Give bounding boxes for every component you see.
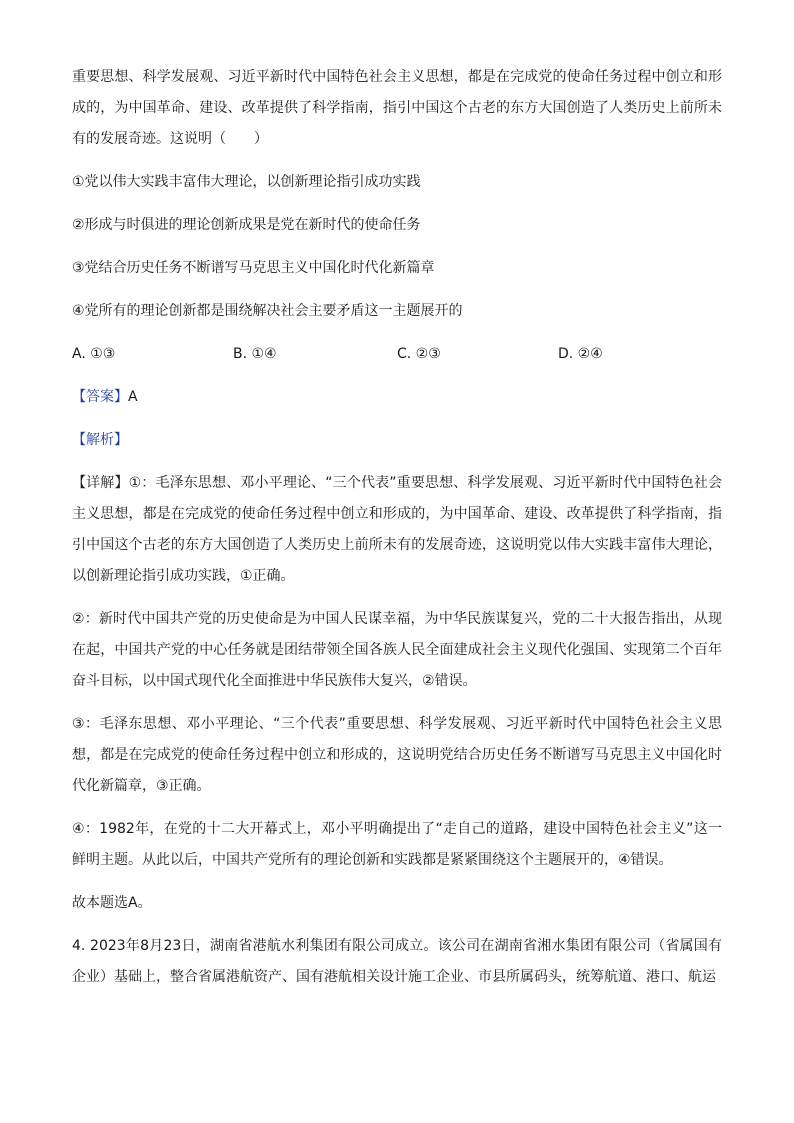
detail-paragraph-2: ②：新时代中国共产党的历史使命是为中国人民谋幸福，为中华民族谋复兴，党的二十大报告指出，从现在起，中国共产党的中心任务就是团结带领全国各族人民全面建成社会主义现代化强国、实现第二个百年奋斗目标，以中国式现代化全面推进中华民族伟大复兴，②错误。 (72, 611, 722, 689)
statement-4: ④党所有的理论创新都是围绕解决社会主要矛盾这一主题展开的 (72, 303, 463, 319)
spacer (72, 456, 722, 468)
question-stem: 重要思想、科学发展观、习近平新时代中国特色社会主义思想，都是在完成党的使命任务过程中创立和形成的，为中国革命、建设、改革提供了科学指南，指引中国这个古老的东方大国创造了人类历史上前所未有的发展奇迹。这说明（ ） (72, 69, 722, 147)
spacer (72, 241, 722, 253)
choice-c: C. ②③ (397, 346, 441, 362)
spacer (72, 592, 722, 604)
conclusion: 故本题选A。 (72, 895, 152, 911)
answer-value: A (128, 389, 138, 405)
spacer (72, 327, 722, 339)
answer-label: 【答案】 (72, 389, 128, 405)
spacer (72, 155, 722, 167)
spacer (72, 697, 722, 709)
spacer (72, 919, 722, 931)
spacer (72, 284, 722, 296)
choice-a: A. ①③ (72, 346, 116, 362)
document-page (72, 62, 722, 993)
spacer (72, 876, 722, 888)
spacer (72, 370, 722, 382)
answer-line (72, 382, 722, 413)
analysis-heading (72, 425, 722, 456)
statement-2: ②形成与时俱进的理论创新成果是党在新时代的使命任务 (72, 217, 421, 233)
choice-d: D. ②④ (558, 346, 603, 362)
answer-choices (72, 339, 722, 370)
details-label: 【详解】 (72, 475, 129, 491)
spacer (72, 413, 722, 425)
spacer (72, 802, 722, 814)
detail-paragraph-3: ③：毛泽东思想、邓小平理论、“三个代表”重要思想、科学发展观、习近平新时代中国特色社会主义思想，都是在完成党的使命任务过程中创立和形成的，这说明党结合历史任务不断谱写马克思主义中国化时代化新篇章，③正确。 (72, 716, 722, 794)
statement-1: ①党以伟大实践丰富伟大理论，以创新理论指引成功实践 (72, 174, 421, 190)
statement-3: ③党结合历史任务不断谱写马克思主义中国化时代化新篇章 (72, 260, 435, 276)
spacer (72, 198, 722, 210)
choice-b: B. ①④ (233, 346, 277, 362)
detail-paragraph-1 (72, 468, 722, 592)
detail-paragraph-4: ④：1982年，在党的十二大开幕式上，邓小平明确提出了“走自己的道路，建设中国特色社会主义”这一鲜明主题。从此以后，中国共产党所有的理论创新和实践都是紧紧围绕这个主题展开的，④错误。 (72, 821, 722, 868)
detail-text-1: ①：毛泽东思想、邓小平理论、“三个代表”重要思想、科学发展观、习近平新时代中国特色社会主义思想，都是在完成党的使命任务过程中创立和形成的，为中国革命、建设、改革提供了科学指南，指引中国这个古老的东方大国创造了人类历史上前所未有的发展奇迹，这说明党以伟大实践丰富伟大理论，以创新理论指引成功实践，①正确。 (72, 475, 722, 584)
next-question-stem: 4. 2023年8月23日，湖南省港航水利集团有限公司成立。该公司在湖南省湘水集团有限公司（省属国有企业）基础上，整合省属港航资产、国有港航相关设计施工企业、市县所属码头，统筹航道、港口、航运 (72, 938, 722, 985)
analysis-label: 【解析】 (72, 432, 128, 448)
